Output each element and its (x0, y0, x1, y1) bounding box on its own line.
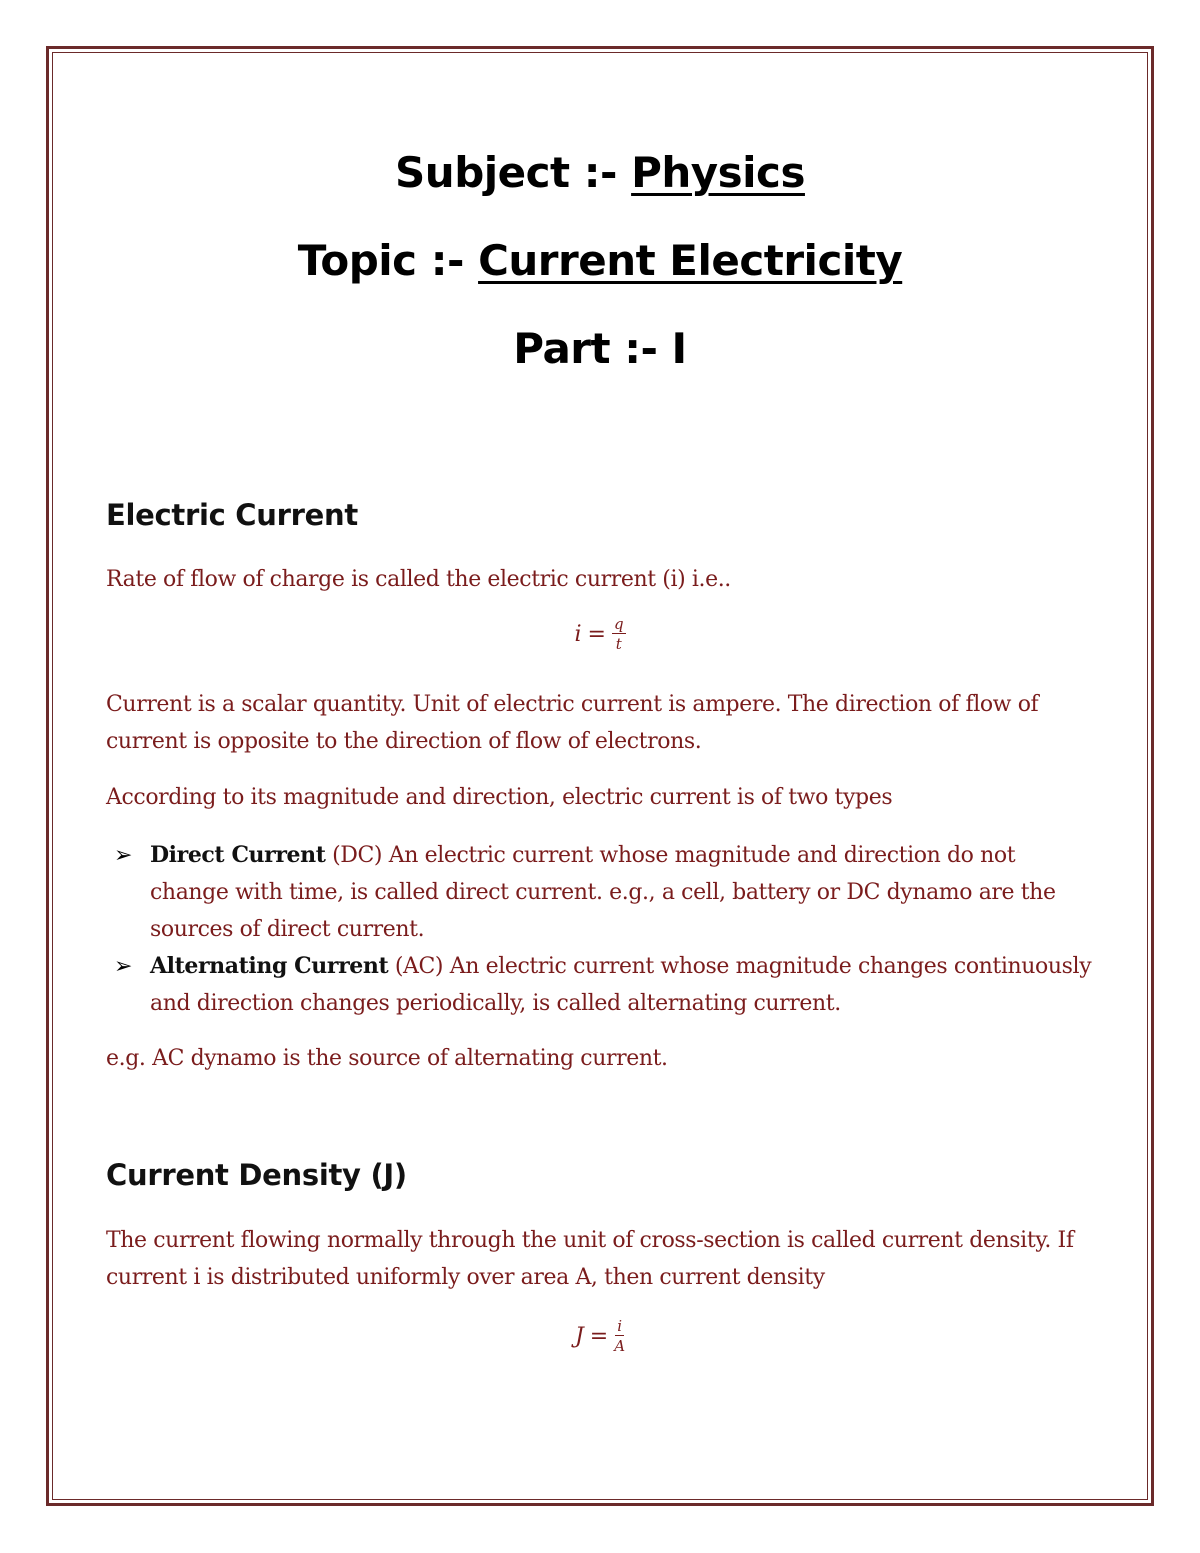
current-density-heading: Current Density (J) (106, 1158, 407, 1192)
formula-equals: = (589, 1323, 609, 1349)
arrowhead-bullet-icon: ➢ (114, 954, 133, 979)
formula-numerator: q (613, 615, 624, 633)
topic-value: Current Electricity (478, 236, 903, 285)
topic-label: Topic :- (297, 236, 479, 285)
bullet-abbr: (DC) (325, 843, 389, 868)
list-item (106, 837, 1096, 948)
formula-lhs: i (574, 621, 582, 647)
bullet-term: Direct Current (150, 842, 326, 868)
formula-equals: = (587, 621, 606, 647)
current-density-paragraph: The current flowing normally through the unit of cross-section is called current density. If current i is distributed uniformly over area A, then current density (106, 1228, 1074, 1290)
arrowhead-bullet-icon: ➢ (114, 843, 133, 868)
bullet-term: Alternating Current (150, 953, 389, 979)
subject-title (0, 148, 1200, 197)
list-item (106, 948, 1096, 1022)
current-formula (0, 616, 1200, 652)
bullet-text: An electric current whose magnitude changes continuously and direction changes periodically, is called alternating current. (150, 954, 1092, 1016)
current-density-formula (0, 1318, 1200, 1354)
ac-example-paragraph: e.g. AC dynamo is the source of alternating current. (106, 1046, 668, 1071)
electric-current-heading: Electric Current (106, 498, 358, 532)
bullet-abbr: (AC) (388, 954, 450, 979)
formula-denominator: A (614, 1337, 626, 1355)
electric-current-intro: Rate of flow of charge is called the electric current (i) i.e.. (106, 567, 731, 592)
scalar-quantity-paragraph: Current is a scalar quantity. Unit of electric current is ampere. The direction of flow of current is opposite to the direction of flow of electrons. (106, 692, 1039, 754)
part-label: Part :- I (513, 324, 687, 373)
subject-label: Subject :- (395, 148, 632, 197)
types-paragraph: According to its magnitude and direction, electric current is of two types (106, 785, 893, 810)
formula-fraction (614, 1318, 625, 1354)
formula-fraction (612, 616, 626, 652)
topic-title (0, 236, 1200, 285)
formula-lhs: J (574, 1323, 584, 1349)
formula-denominator: t (615, 635, 622, 653)
current-types-list (106, 837, 1096, 1022)
subject-value: Physics (631, 148, 805, 197)
bullet-text: An electric current whose magnitude and direction do not change with time, is called direct current. e.g., a cell, battery or DC dynamo are the sources of direct current. (150, 843, 1056, 942)
formula-numerator: i (617, 1317, 623, 1335)
part-title (0, 324, 1200, 373)
